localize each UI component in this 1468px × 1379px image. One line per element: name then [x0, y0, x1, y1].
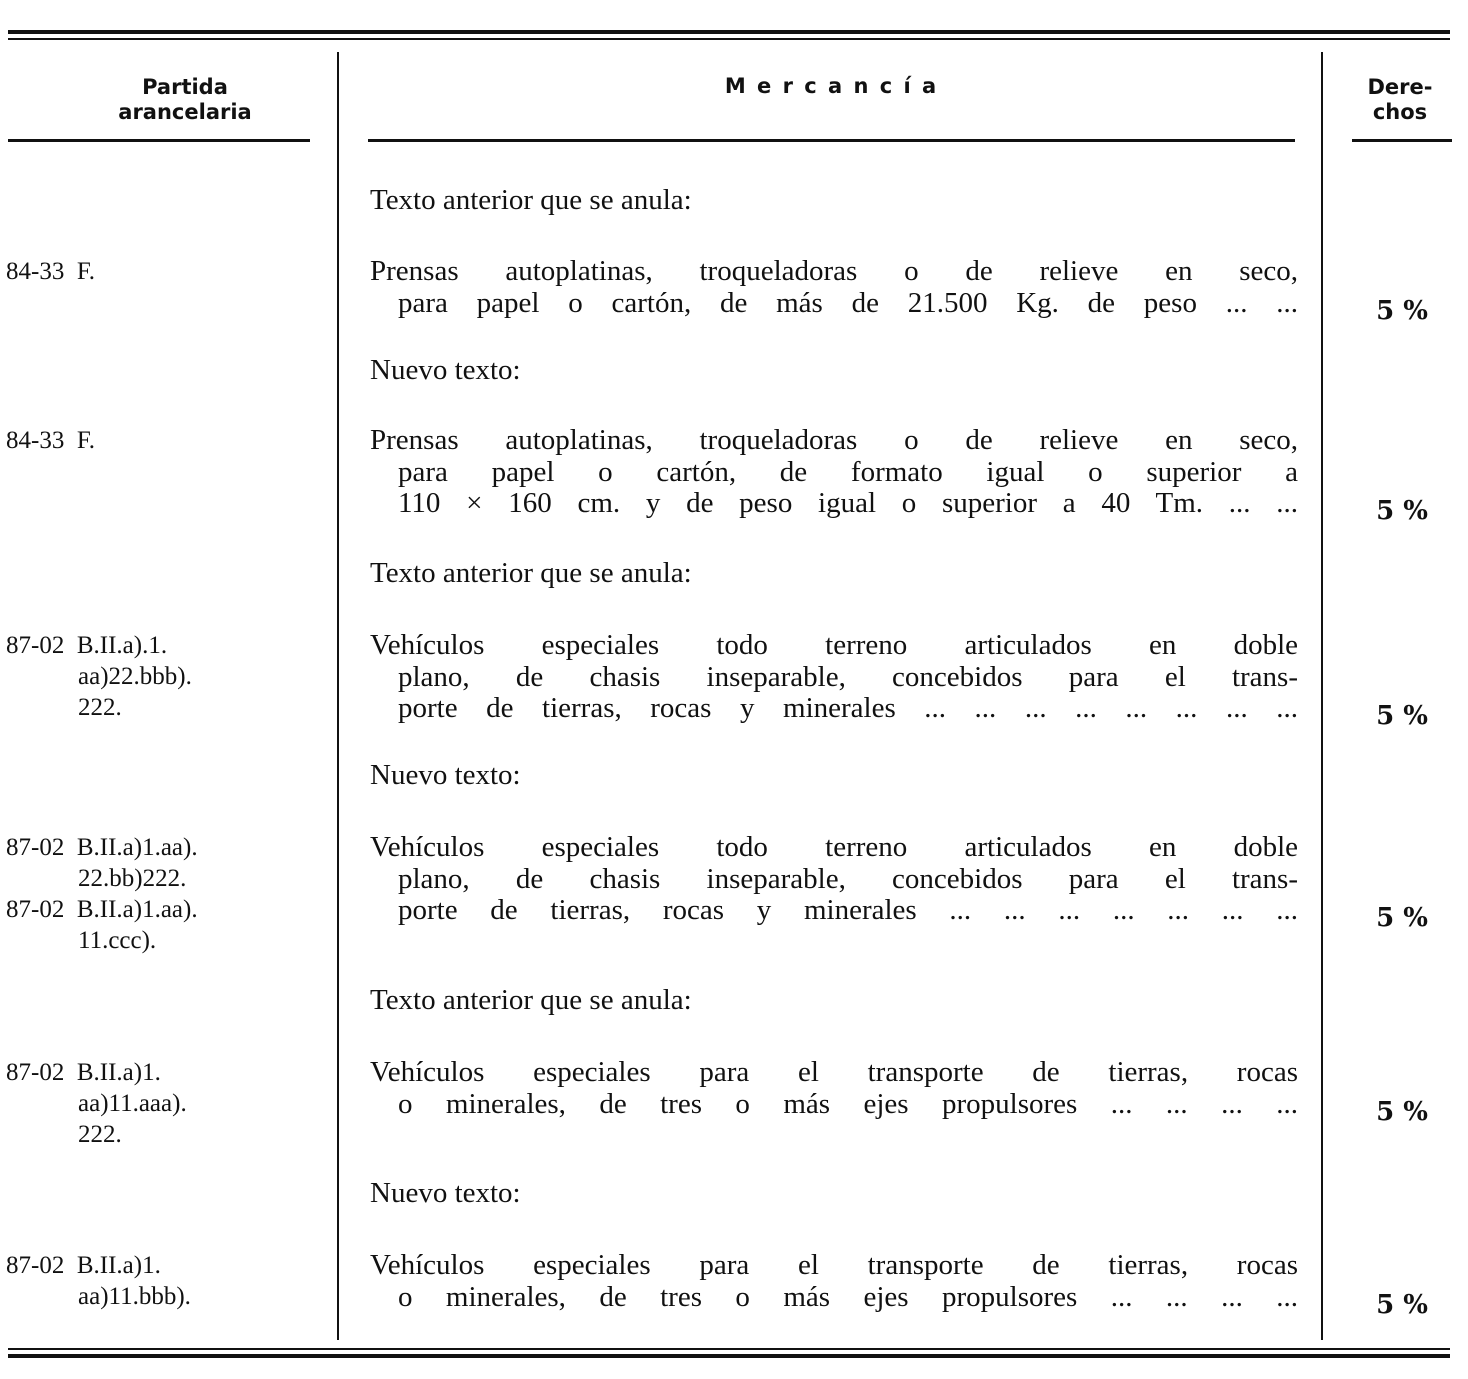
bottom-rule-1 [8, 1348, 1450, 1350]
header-mercancia: M e r c a n c í a [724, 74, 939, 98]
goods-description [370, 1250, 1298, 1313]
code-line: 87-02 B.II.a).1. [6, 632, 168, 659]
header-text: Partida [142, 75, 228, 99]
description-line: para papel o cartón, de más de 21.500 Kg. de peso ... ... [398, 286, 1298, 319]
bottom-rule-2 [8, 1354, 1450, 1358]
code-line: aa)11.aaa). [78, 1090, 187, 1117]
description-line: Vehículos especiales para el transporte de tierras, rocas [370, 1056, 1298, 1088]
goods-description [370, 256, 1298, 319]
top-rule-2 [8, 38, 1450, 40]
top-rule-1 [8, 30, 1450, 34]
duty-rate: 5 % [1376, 496, 1428, 526]
description-line: o minerales, de tres o más ejes propulsores ... ... ... ... [398, 1087, 1298, 1120]
code-line: 87-02 B.II.a)1. [6, 1059, 161, 1086]
duty-rate: 5 % [1376, 1289, 1428, 1320]
code-line: 84-33 F. [6, 427, 95, 454]
description-line: plano, de chasis inseparable, concebidos para el trans- [398, 660, 1298, 693]
tariff-code [6, 256, 95, 287]
tariff-code [6, 630, 192, 723]
duty-rate: 5 % [1376, 295, 1428, 326]
description-line: plano, de chasis inseparable, concebidos para el trans- [398, 862, 1298, 895]
code-line: 87-02 B.II.a)1.aa). [6, 896, 198, 923]
section-label: Nuevo texto: [370, 1177, 521, 1209]
section-label: Nuevo texto: [370, 354, 521, 386]
goods-description [370, 630, 1298, 725]
goods-description [370, 1057, 1298, 1120]
duty-rate: 5 % [1376, 701, 1428, 731]
section-label: Texto anterior que se anula: [370, 984, 692, 1016]
header-text: arancelaria [118, 100, 252, 124]
section-label: Texto anterior que se anula: [370, 557, 692, 589]
header-text: Dere- [1367, 75, 1433, 99]
code-line: 222. [78, 694, 122, 721]
code-line: 84-33 F. [6, 258, 95, 285]
header-derechos [1340, 75, 1460, 125]
header-text: chos [1372, 100, 1428, 124]
code-line: 222. [78, 1121, 122, 1148]
description-line: Prensas autoplatinas, troqueladoras o de relieve en seco, [370, 424, 1298, 456]
goods-description [370, 425, 1298, 520]
duty-rate: 5 % [1376, 903, 1428, 933]
tariff-code [6, 832, 198, 956]
description-line: 110 × 160 cm. y de peso igual o superior a 40 Tm. ... ... [398, 487, 1298, 519]
code-line: 87-02 B.II.a)1.aa). [6, 834, 198, 861]
code-line: aa)11.bbb). [78, 1283, 191, 1310]
description-line: Prensas autoplatinas, troqueladoras o de relieve en seco, [370, 255, 1298, 287]
col-divider-2 [1321, 52, 1323, 1340]
description-line: porte de tierras, rocas y minerales ... ... ... ... ... ... ... [398, 894, 1298, 926]
description-line: Vehículos especiales todo terreno articulados en doble [370, 629, 1298, 661]
code-line: 11.ccc). [78, 927, 157, 954]
goods-description [370, 832, 1298, 927]
tariff-code [6, 1250, 191, 1312]
header-partida [40, 75, 330, 125]
description-line: para papel o cartón, de formato igual o superior a [398, 455, 1298, 488]
header-underline [1352, 139, 1452, 142]
code-line: 87-02 B.II.a)1. [6, 1252, 161, 1279]
tariff-code [6, 1057, 187, 1150]
header-underline [8, 139, 310, 142]
duty-rate: 5 % [1376, 1096, 1428, 1127]
tariff-code [6, 425, 95, 456]
section-label: Nuevo texto: [370, 759, 521, 791]
description-line: o minerales, de tres o más ejes propulsores ... ... ... ... [398, 1280, 1298, 1313]
section-label: Texto anterior que se anula: [370, 184, 692, 216]
code-line: 22.bb)222. [78, 865, 187, 892]
code-line: aa)22.bbb). [78, 663, 192, 690]
description-line: porte de tierras, rocas y minerales ... ... ... ... ... ... ... ... [398, 692, 1298, 724]
description-line: Vehículos especiales para el transporte de tierras, rocas [370, 1249, 1298, 1281]
description-line: Vehículos especiales todo terreno articulados en doble [370, 831, 1298, 863]
col-divider-1 [337, 52, 339, 1340]
header-underline [368, 139, 1295, 142]
